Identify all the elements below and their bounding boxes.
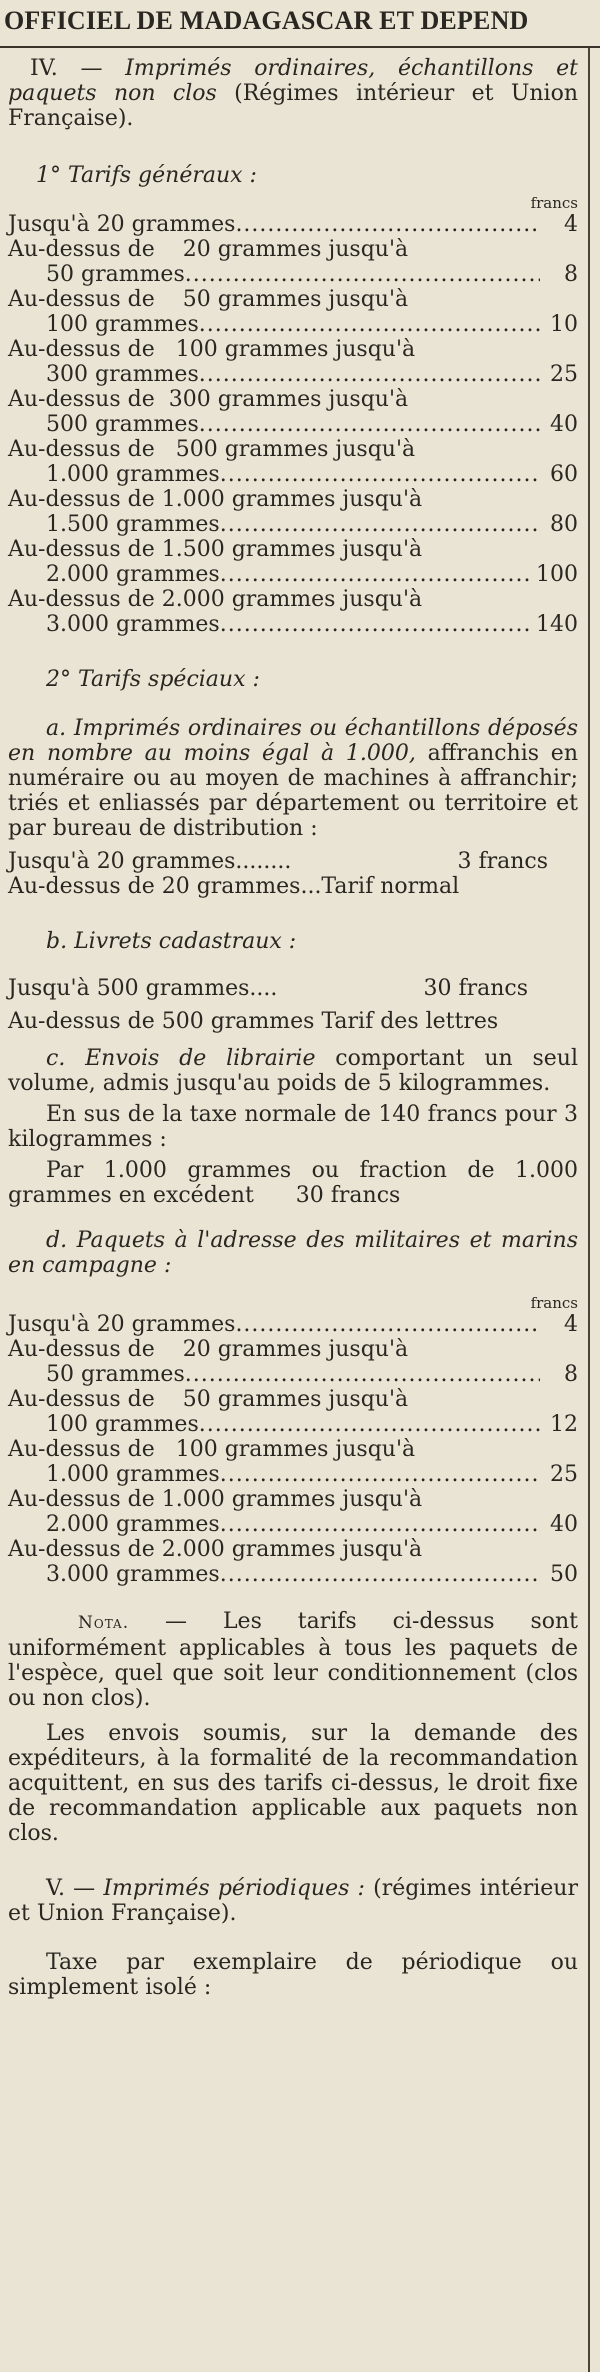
- rate-row-weight: 2.000 grammes: [46, 1512, 220, 1537]
- rate-row: [8, 1437, 578, 1487]
- rate-row-weight: 50 grammes: [46, 262, 185, 287]
- rate-row: [8, 337, 578, 387]
- leader-dots: [199, 312, 540, 337]
- rate-row: [8, 537, 578, 587]
- rate-row-price: 40: [550, 412, 578, 437]
- rate-row-label: Au-dessus de 1.000 grammes jusqu'à: [8, 1487, 423, 1512]
- rate-row-price: 12: [550, 1412, 578, 1437]
- section-v-heading: V. — Imprimés périodiques : (régimes intérieur et Union Française).: [8, 1876, 578, 1926]
- leader-dots: [220, 562, 532, 587]
- taxe-paragraph: Taxe par exemplaire de périodique ou simplement isolé :: [8, 1950, 578, 2000]
- rate-row: [8, 487, 578, 537]
- rate-row: [8, 1487, 578, 1537]
- rate-row: [8, 237, 578, 287]
- rate-row-weight: 1.500 grammes: [46, 512, 220, 537]
- leader-dots: [235, 212, 540, 237]
- tarifs-generaux-title: 1° Tarifs généraux :: [36, 163, 257, 188]
- a-line-1: Jusqu'à 20 grammes........ 3 francs: [8, 849, 548, 874]
- leader-dots: [220, 1512, 540, 1537]
- rate-row-price: 100: [536, 562, 578, 587]
- rate-row-label: Au-dessus de 20 grammes jusqu'à: [8, 1337, 409, 1362]
- rate-row-label: Au-dessus de 100 grammes jusqu'à: [8, 1437, 416, 1462]
- rate-row-label: Au-dessus de 50 grammes jusqu'à: [8, 1387, 409, 1412]
- leader-dots: [220, 1562, 540, 1587]
- rate-row-price: 80: [550, 512, 578, 537]
- rate-row-label: Au-dessus de 1.000 grammes jusqu'à: [8, 487, 423, 512]
- leader-dots: [220, 462, 540, 487]
- envois-paragraph: Les envois soumis, sur la demande des expéditeurs, à la formalité de la recommandation acquittent, en sus des tarifs ci-dessus, le droit fixe de recommandation applicable aux paquets non clos.: [8, 1721, 578, 1846]
- d-title: d. Paquets à l'adresse des militaires et marins en campagne :: [8, 1228, 578, 1278]
- rate-row-label: Au-dessus de 50 grammes jusqu'à: [8, 287, 409, 312]
- rate-row: [8, 1337, 578, 1387]
- leader-dots: [235, 1312, 540, 1337]
- tarifs-speciaux-title: 2° Tarifs spéciaux :: [46, 667, 260, 692]
- leader-dots: [220, 612, 532, 637]
- leader-dots: [185, 1362, 540, 1387]
- rate-row-price: 8: [564, 262, 578, 287]
- leader-dots: [199, 362, 540, 387]
- rate-row-weight: 3.000 grammes: [46, 1562, 220, 1587]
- b-line-2: Au-dessus de 500 grammes Tarif des lettres: [8, 1009, 499, 1034]
- unit-label: francs: [530, 194, 578, 212]
- nota-paragraph: Nota. — Les tarifs ci-dessus sont uniformément applicables à tous les paquets de l'espèce, quel que soit leur conditionnement (clos ou non clos).: [8, 1609, 578, 1711]
- page-header: [0, 0, 600, 44]
- rate-row-weight: 100 grammes: [46, 312, 199, 337]
- rate-row-label: Au-dessus de 2.000 grammes jusqu'à: [8, 587, 423, 612]
- rate-row-weight: 300 grammes: [46, 362, 199, 387]
- paragraph-a: a. Imprimés ordinaires ou échantillons déposés en nombre au moins égal à 1.000, affranchis en numéraire ou au moyen de machines à affranchir; triés et enliassés par département ou territoire et par bureau de distribution :: [8, 716, 578, 841]
- tarifs-generaux-table: [8, 212, 578, 637]
- rate-row-weight: 50 grammes: [46, 1362, 185, 1387]
- paragraph-c-3: Par 1.000 grammes ou fraction de 1.000 grammes en excédent 30 francs: [8, 1158, 578, 1208]
- rate-row-label: Au-dessus de 300 grammes jusqu'à: [8, 387, 409, 412]
- d-unit-label: francs: [530, 1294, 578, 1312]
- rate-row: [8, 387, 578, 437]
- rate-row-weight: 100 grammes: [46, 1412, 199, 1437]
- rate-row-price: 140: [536, 612, 578, 637]
- b-title: b. Livrets cadastraux :: [46, 929, 297, 954]
- rate-row-weight: 3.000 grammes: [46, 612, 220, 637]
- rate-row-price: 4: [564, 1312, 578, 1337]
- rate-row-price: 60: [550, 462, 578, 487]
- rate-row-price: 40: [550, 1512, 578, 1537]
- leader-dots: [185, 262, 540, 287]
- section-iv-heading: IV. — Imprimés ordinaires, échantillons et paquets non clos (Régimes intérieur et Union Française).: [8, 56, 578, 131]
- rate-row: [8, 212, 578, 237]
- rate-row-price: 50: [550, 1562, 578, 1587]
- rate-row-label: Au-dessus de 100 grammes jusqu'à: [8, 337, 416, 362]
- column-rule: [588, 48, 590, 2372]
- rate-row-weight: 1.000 grammes: [46, 1462, 220, 1487]
- rate-row-price: 25: [550, 362, 578, 387]
- rate-row-label: Au-dessus de 500 grammes jusqu'à: [8, 437, 416, 462]
- document-column: [8, 48, 578, 2000]
- rate-row: [8, 1312, 578, 1337]
- rate-row-weight: 500 grammes: [46, 412, 199, 437]
- rate-row-label: Au-dessus de 1.500 grammes jusqu'à: [8, 537, 423, 562]
- rate-row: [8, 1537, 578, 1587]
- b-line-1: Jusqu'à 500 grammes.... 30 francs: [8, 976, 528, 1001]
- rate-row-weight: Jusqu'à 20 grammes: [8, 212, 236, 237]
- rate-row-label: Au-dessus de 2.000 grammes jusqu'à: [8, 1537, 423, 1562]
- d-table: [8, 1312, 578, 1587]
- page-header-title: OFFICIEL DE MADAGASCAR ET DEPEND: [4, 6, 529, 35]
- rate-row-price: 8: [564, 1362, 578, 1387]
- leader-dots: [220, 1462, 540, 1487]
- leader-dots: [199, 412, 540, 437]
- leader-dots: [199, 1412, 540, 1437]
- rate-row-weight: Jusqu'à 20 grammes: [8, 1312, 236, 1337]
- rate-row-weight: 1.000 grammes: [46, 462, 220, 487]
- rate-row: [8, 437, 578, 487]
- rate-row: [8, 1387, 578, 1437]
- paragraph-c-2: En sus de la taxe normale de 140 francs pour 3 kilogrammes :: [8, 1102, 578, 1152]
- rate-row-price: 4: [564, 212, 578, 237]
- paragraph-c: c. Envois de librairie comportant un seul volume, admis jusqu'au poids de 5 kilogrammes.: [8, 1046, 578, 1096]
- leader-dots: [220, 512, 540, 537]
- rate-row-price: 25: [550, 1462, 578, 1487]
- rate-row-price: 10: [550, 312, 578, 337]
- rate-row-label: Au-dessus de 20 grammes jusqu'à: [8, 237, 409, 262]
- rate-row: [8, 287, 578, 337]
- a-line-2: Au-dessus de 20 grammes...Tarif normal: [8, 874, 460, 899]
- rate-row-weight: 2.000 grammes: [46, 562, 220, 587]
- rate-row: [8, 587, 578, 637]
